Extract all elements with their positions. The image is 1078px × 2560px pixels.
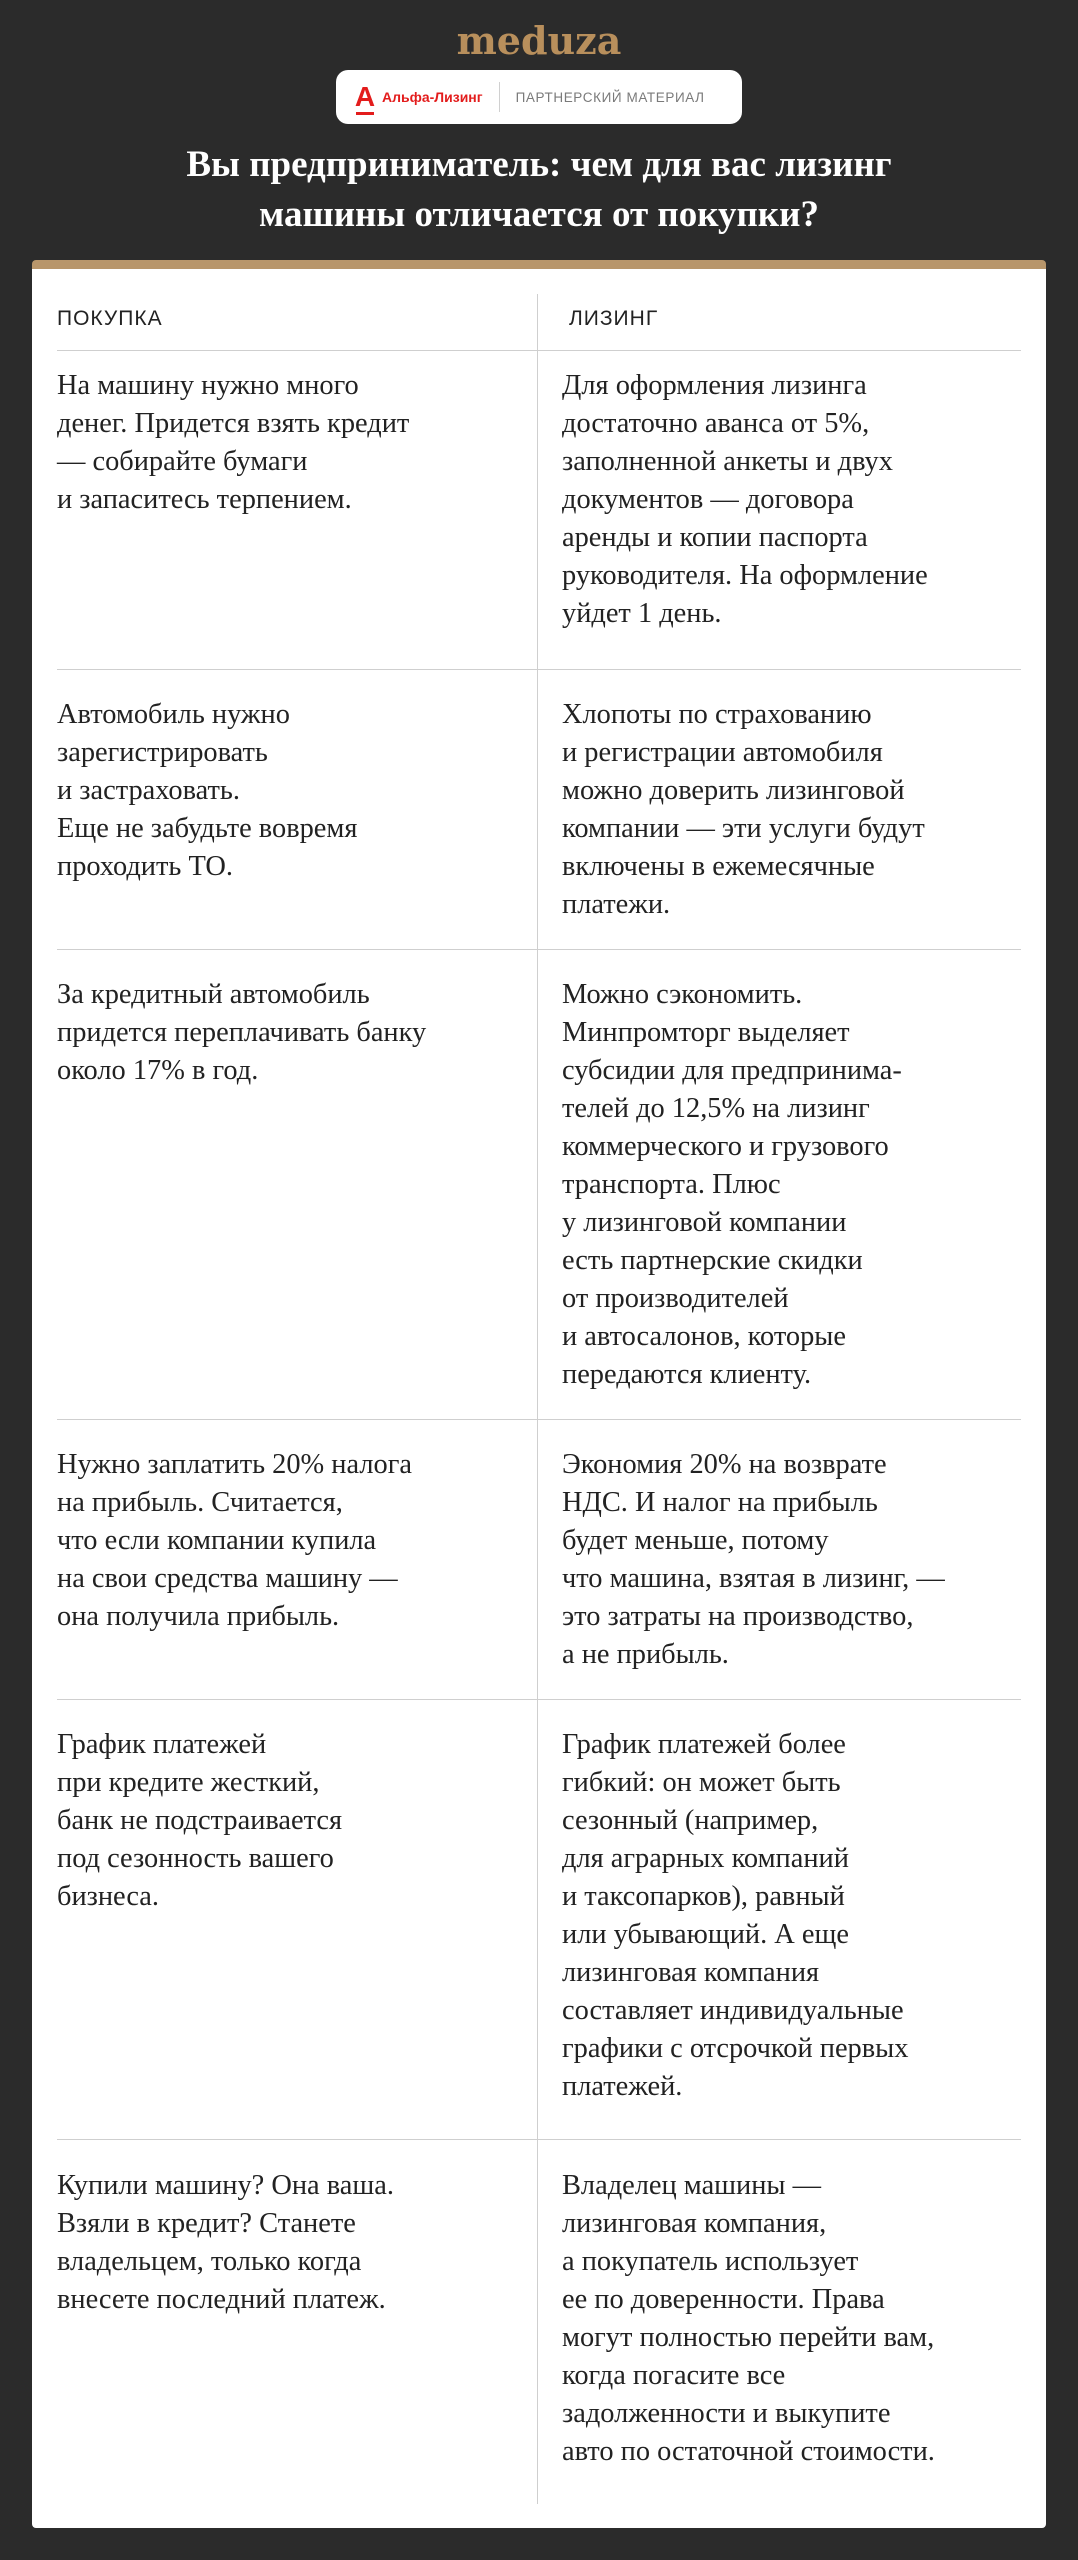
cell-text-line: лизинговая компания xyxy=(562,1957,820,1988)
column-divider xyxy=(537,294,538,2504)
purchase-cell xyxy=(57,976,512,1090)
row-divider xyxy=(57,2139,1021,2140)
partner-material-label: ПАРТНЕРСКИЙ МАТЕРИАЛ xyxy=(515,89,705,105)
row-divider xyxy=(57,1699,1021,1700)
cell-text-line: гибкий: он может быть xyxy=(562,1767,841,1798)
cell-text-line: есть партнерские скидки xyxy=(562,1245,863,1276)
cell-text-line: Автомобиль нужно xyxy=(57,699,290,730)
cell-text-line: под сезонность вашего xyxy=(57,1843,334,1874)
leasing-cell xyxy=(562,976,1017,1394)
cell-text-line: что если компании купила xyxy=(57,1525,377,1556)
cell-text-line: платежей. xyxy=(562,2071,683,2102)
cell-text-line: около 17% в год. xyxy=(57,1055,259,1086)
cell-text-line: можно доверить лизинговой xyxy=(562,775,905,806)
purchase-cell xyxy=(57,2167,512,2319)
cell-text-line: заполненной анкеты и двух xyxy=(562,446,893,477)
cell-text-line: субсидии для предпринима- xyxy=(562,1055,902,1086)
leasing-cell xyxy=(562,367,1017,633)
row-divider xyxy=(57,1419,1021,1420)
leasing-cell xyxy=(562,1446,1017,1674)
cell-text-line: бизнеса. xyxy=(57,1881,160,1912)
cell-text-line: при кредите жесткий, xyxy=(57,1767,320,1798)
cell-text-line: транспорта. Плюс xyxy=(562,1169,781,1200)
cell-text-line: передаются клиенту. xyxy=(562,1359,812,1390)
cell-text-line: составляет индивидуальные xyxy=(562,1995,904,2026)
header-purchase: ПОКУПКА xyxy=(57,307,163,330)
page-title xyxy=(0,140,1078,240)
cell-text-line: для аграрных компаний xyxy=(562,1843,849,1874)
cell-text-line: достаточно аванса от 5%, xyxy=(562,408,870,439)
cell-text-line: это затраты на производство, xyxy=(562,1601,914,1632)
cell-text-line: что машина, взятая в лизинг, — xyxy=(562,1563,945,1594)
cell-text-line: График платежей xyxy=(57,1729,267,1760)
purchase-cell xyxy=(57,367,512,519)
partner-badge[interactable] xyxy=(336,70,742,124)
cell-text-line: коммерческого и грузового xyxy=(562,1131,889,1162)
cell-text-line: придется переплачивать банку xyxy=(57,1017,427,1048)
cell-text-line: денег. Придется взять кредит xyxy=(57,408,410,439)
cell-text-line: она получила прибыль. xyxy=(57,1601,340,1632)
cell-text-line: На машину нужно много xyxy=(57,370,359,401)
badge-divider xyxy=(499,82,500,112)
purchase-cell xyxy=(57,696,512,886)
cell-text-line: Еще не забудьте вовремя xyxy=(57,813,358,844)
leasing-cell xyxy=(562,2167,1017,2471)
cell-text-line: уйдет 1 день. xyxy=(562,598,722,629)
comparison-table xyxy=(32,260,1046,2528)
cell-text-line: НДС. И налог на прибыль xyxy=(562,1487,878,1518)
cell-text-line: когда погасите все xyxy=(562,2360,786,2391)
cell-text-line: у лизинговой компании xyxy=(562,1207,847,1238)
cell-text-line: Экономия 20% на возврате xyxy=(562,1449,887,1480)
cell-text-line: Можно сэкономить. xyxy=(562,979,803,1010)
alfa-logo-icon: А xyxy=(354,81,376,112)
cell-text-line: или убывающий. А еще xyxy=(562,1919,849,1950)
cell-text-line: могут полностью перейти вам, xyxy=(562,2322,935,2353)
row-divider xyxy=(57,350,1021,351)
cell-text-line: на свои средства машину — xyxy=(57,1563,398,1594)
cell-text-line: авто по остаточной стоимости. xyxy=(562,2436,935,2467)
row-divider xyxy=(57,669,1021,670)
cell-text-line: задолженности и выкупите xyxy=(562,2398,891,2429)
cell-text-line: аренды и копии паспорта xyxy=(562,522,868,553)
cell-text-line: Для оформления лизинга xyxy=(562,370,867,401)
cell-text-line: телей до 12,5% на лизинг xyxy=(562,1093,870,1124)
purchase-cell xyxy=(57,1726,512,1916)
row-divider xyxy=(57,949,1021,950)
cell-text-line: графики с отсрочкой первых xyxy=(562,2033,909,2064)
cell-text-line: компании — эти услуги будут xyxy=(562,813,925,844)
cell-text-line: ее по доверенности. Права xyxy=(562,2284,885,2315)
cell-text-line: зарегистрировать xyxy=(57,737,268,768)
cell-text-line: и запаситесь терпением. xyxy=(57,484,352,515)
cell-text-line: внесете последний платеж. xyxy=(57,2284,386,2315)
cell-text-line: и регистрации автомобиля xyxy=(562,737,883,768)
cell-text-line: владельцем, только когда xyxy=(57,2246,362,2277)
cell-text-line: а покупатель использует xyxy=(562,2246,859,2277)
cell-text-line: на прибыль. Считается, xyxy=(57,1487,343,1518)
partner-name: Альфа-Лизинг xyxy=(382,89,483,105)
cell-text-line: За кредитный автомобиль xyxy=(57,979,370,1010)
cell-text-line: а не прибыль. xyxy=(562,1639,729,1670)
cell-text-line: платежи. xyxy=(562,889,671,920)
title-line-1: Вы предприниматель: чем для вас лизинг xyxy=(186,144,892,185)
cell-text-line: График платежей более xyxy=(562,1729,846,1760)
cell-text-line: документов — договора xyxy=(562,484,854,515)
title-line-2: машины отличается от покупки? xyxy=(259,194,819,235)
cell-text-line: Купили машину? Она ваша. xyxy=(57,2170,394,2201)
cell-text-line: Минпромторг выделяет xyxy=(562,1017,850,1048)
leasing-cell xyxy=(562,696,1017,924)
purchase-cell xyxy=(57,1446,512,1636)
leasing-cell xyxy=(562,1726,1017,2106)
cell-text-line: и застраховать. xyxy=(57,775,240,806)
header-leasing: ЛИЗИНГ xyxy=(569,307,659,330)
cell-text-line: лизинговая компания, xyxy=(562,2208,827,2239)
cell-text-line: включены в ежемесячные xyxy=(562,851,875,882)
meduza-logo[interactable]: meduza xyxy=(456,18,622,63)
cell-text-line: руководителя. На оформление xyxy=(562,560,928,591)
cell-text-line: Взяли в кредит? Станете xyxy=(57,2208,356,2239)
cell-text-line: проходить ТО. xyxy=(57,851,234,882)
cell-text-line: Хлопоты по страхованию xyxy=(562,699,872,730)
cell-text-line: сезонный (например, xyxy=(562,1805,819,1836)
cell-text-line: от производителей xyxy=(562,1283,789,1314)
cell-text-line: Нужно заплатить 20% налога xyxy=(57,1449,412,1480)
cell-text-line: — собирайте бумаги xyxy=(57,446,308,477)
cell-text-line: и таксопарков), равный xyxy=(562,1881,845,1912)
cell-text-line: Владелец машины — xyxy=(562,2170,821,2201)
cell-text-line: банк не подстраивается xyxy=(57,1805,343,1836)
cell-text-line: и автосалонов, которые xyxy=(562,1321,846,1352)
cell-text-line: будет меньше, потому xyxy=(562,1525,829,1556)
